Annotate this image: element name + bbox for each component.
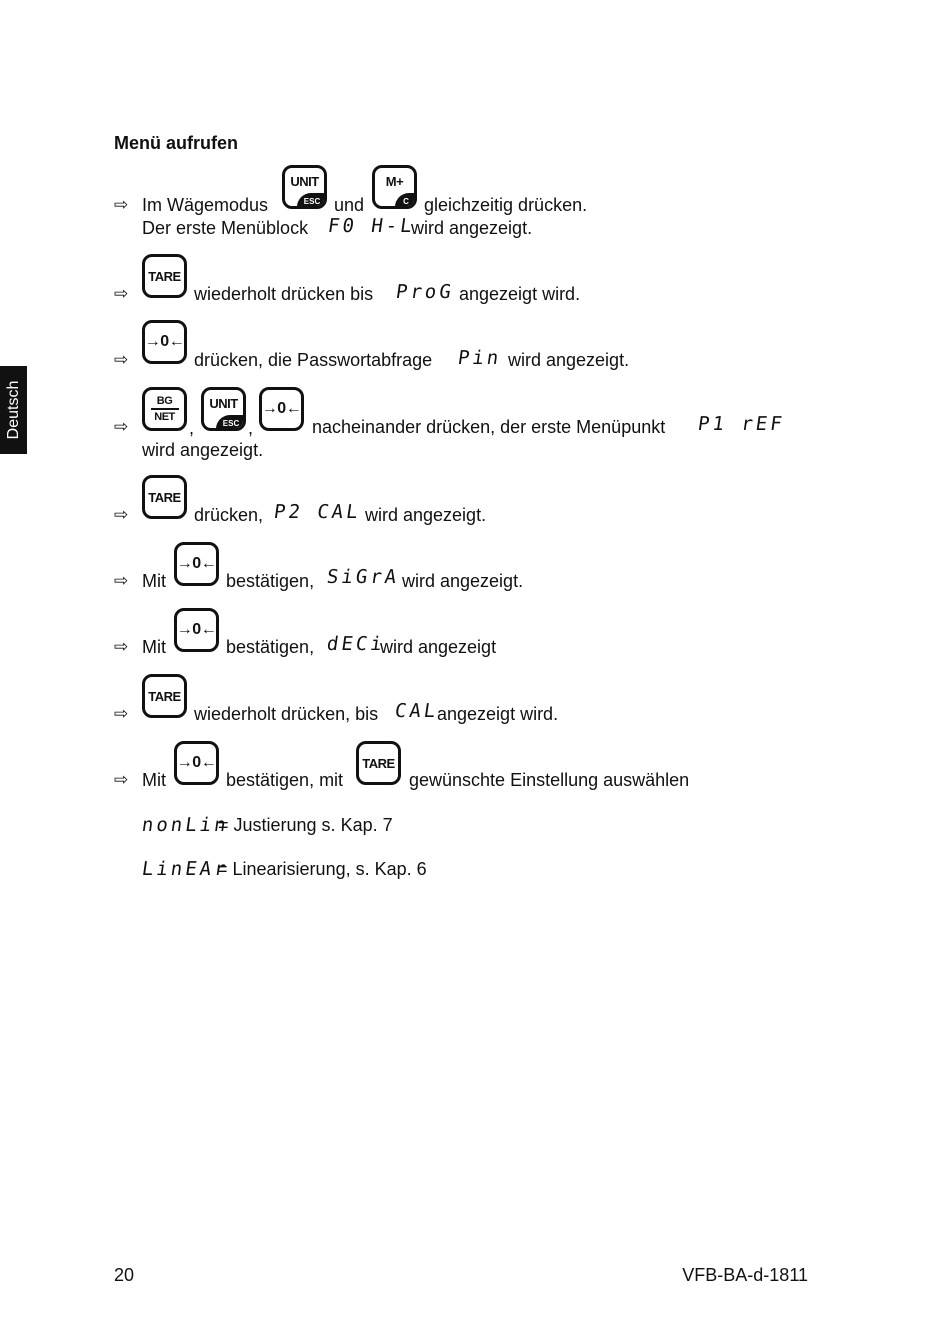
step-text: wiederholt drücken bis xyxy=(194,284,374,304)
tare-key-icon xyxy=(142,254,187,298)
arrow-icon: ⇨ xyxy=(114,770,129,789)
key-label: →0← xyxy=(176,621,217,638)
option-text: = Linearisierung, s. Kap. 6 xyxy=(217,859,427,879)
step-text: gewünschte Einstellung auswählen xyxy=(409,770,690,790)
tare-key-icon xyxy=(142,475,187,519)
key-label: BG xyxy=(156,395,173,407)
display-readout: Pin xyxy=(456,347,503,369)
display-readout: dECi xyxy=(325,633,387,655)
key-sublabel: C xyxy=(395,193,417,209)
page-number: 20 xyxy=(114,1265,135,1285)
unit-esc-key-icon xyxy=(282,165,327,209)
arrow-icon: ⇨ xyxy=(114,350,129,369)
step-text: angezeigt wird. xyxy=(437,704,559,724)
display-readout: LinEAr xyxy=(140,858,231,880)
key-label: TARE xyxy=(362,755,395,771)
section-heading: Menü aufrufen xyxy=(114,133,238,153)
language-tab xyxy=(0,366,27,454)
zero-key-icon xyxy=(174,741,219,785)
step-text: gleichzeitig drücken. xyxy=(424,195,588,215)
display-readout: CAL xyxy=(393,700,440,722)
step-text: und xyxy=(334,195,365,215)
step-text: wird angezeigt xyxy=(380,637,497,657)
zero-key-icon xyxy=(142,320,187,364)
step-text: nacheinander drücken, der erste Menüpunkt xyxy=(312,417,666,437)
option-text: = Justierung s. Kap. 7 xyxy=(218,815,393,835)
bg-net-key-icon xyxy=(142,387,187,431)
mplus-c-key-icon xyxy=(372,165,417,209)
step-text: drücken, xyxy=(194,505,264,525)
arrow-icon: ⇨ xyxy=(114,195,129,214)
key-divider xyxy=(151,408,179,410)
display-readout: P2 CAL xyxy=(272,501,363,523)
step-text: Mit xyxy=(142,770,166,790)
display-readout: SiGrA xyxy=(325,566,401,588)
step-text: drücken, die Passwortabfrage xyxy=(194,350,433,370)
key-label: TARE xyxy=(148,688,181,704)
key-label: UNIT xyxy=(290,174,319,189)
step-text: , xyxy=(248,418,254,438)
step-text: wird angezeigt. xyxy=(402,571,524,591)
arrow-icon: ⇨ xyxy=(114,505,129,524)
step-text: angezeigt wird. xyxy=(459,284,581,304)
key-label: NET xyxy=(154,411,175,423)
tare-key-icon xyxy=(356,741,401,785)
key-label: →0← xyxy=(261,400,302,417)
display-readout: P1 rEF xyxy=(696,413,787,435)
step-text: wird angezeigt. xyxy=(411,218,533,238)
display-readout: nonLin xyxy=(140,814,231,836)
step-text: wird angezeigt. xyxy=(142,440,264,460)
key-label: →0← xyxy=(176,754,217,771)
display-readout: ProG xyxy=(394,281,456,303)
key-label: TARE xyxy=(148,268,181,284)
language-tab-label: Deutsch xyxy=(4,380,22,440)
step-text: wird angezeigt. xyxy=(508,350,630,370)
display-readout: F0 H-L xyxy=(326,215,417,237)
step-text: bestätigen, xyxy=(226,571,315,591)
zero-key-icon xyxy=(174,608,219,652)
tare-key-icon xyxy=(142,674,187,718)
step-text: Der erste Menüblock xyxy=(142,218,309,238)
step-text: bestätigen, mit xyxy=(226,770,344,790)
unit-esc-key-icon xyxy=(201,387,246,431)
arrow-icon: ⇨ xyxy=(114,284,129,303)
key-sublabel: ESC xyxy=(297,193,327,209)
key-sublabel: ESC xyxy=(216,415,246,431)
arrow-icon: ⇨ xyxy=(114,571,129,590)
step-text: wiederholt drücken, bis xyxy=(194,704,379,724)
step-text: Mit xyxy=(142,571,166,591)
key-label: →0← xyxy=(176,555,217,572)
arrow-icon: ⇨ xyxy=(114,704,129,723)
step-text: Im Wägemodus xyxy=(142,195,269,215)
arrow-icon: ⇨ xyxy=(114,417,129,436)
zero-key-icon xyxy=(259,387,304,431)
step-text: bestätigen, xyxy=(226,637,315,657)
zero-key-icon xyxy=(174,542,219,586)
key-label: →0← xyxy=(144,333,185,350)
key-label: M+ xyxy=(385,174,404,189)
step-text: wird angezeigt. xyxy=(365,505,487,525)
key-label: UNIT xyxy=(209,396,238,411)
step-text: Mit xyxy=(142,637,166,657)
document-id: VFB-BA-d-1811 xyxy=(682,1265,808,1285)
key-label: TARE xyxy=(148,489,181,505)
arrow-icon: ⇨ xyxy=(114,637,129,656)
step-text: , xyxy=(189,418,195,438)
